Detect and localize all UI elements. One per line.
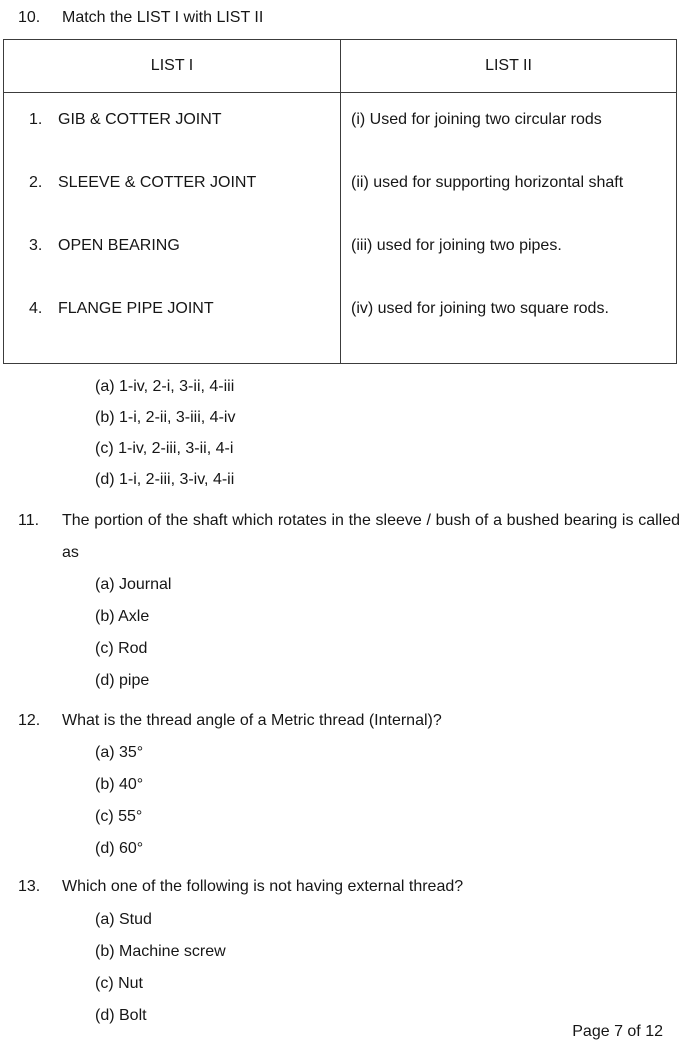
list1-item-3-number: 3. <box>29 237 43 254</box>
question-12-option-d: (d) 60° <box>95 840 144 857</box>
list1-item-2 <box>4 174 340 191</box>
match-table <box>3 39 677 364</box>
list2-item-i: (i) Used for joining two circular rods <box>351 111 602 128</box>
question-10-heading <box>0 8 700 28</box>
question-13-option-a: (a) Stud <box>95 911 152 928</box>
question-13-options <box>95 904 700 1032</box>
list1-item-2-label: SLEEVE & COTTER JOINT <box>58 174 257 191</box>
match-table-header-row <box>4 40 677 93</box>
question-10-text: Match the LIST I with LIST II <box>62 9 264 26</box>
question-11-number: 11. <box>18 512 40 529</box>
question-12-options <box>95 737 700 865</box>
list1-item-1-number: 1. <box>29 111 43 128</box>
question-13-option-b: (b) Machine screw <box>95 943 226 960</box>
list1-item-2-number: 2. <box>29 174 43 191</box>
question-11-heading <box>0 505 700 569</box>
question-11-option-c: (c) Rod <box>95 640 148 657</box>
question-13 <box>0 877 700 1032</box>
match-table-body-row <box>4 93 677 364</box>
question-11-option-d: (d) pipe <box>95 672 150 689</box>
question-11-options <box>95 569 700 697</box>
question-11 <box>0 505 700 697</box>
list1-item-1-label: GIB & COTTER JOINT <box>58 111 222 128</box>
match-table-list1-cell <box>4 93 341 364</box>
question-12-heading <box>0 711 700 731</box>
question-12-number: 12. <box>18 712 41 729</box>
list2-item-iv: (iv) used for joining two square rods. <box>351 300 609 317</box>
list1-item-4-number: 4. <box>29 300 43 317</box>
match-table-header-list2: LIST II <box>341 40 677 93</box>
list2-item-iii: (iii) used for joining two pipes. <box>351 237 562 254</box>
question-10-option-b: (b) 1-i, 2-ii, 3-iii, 4-iv <box>95 409 236 426</box>
list1-item-4-label: FLANGE PIPE JOINT <box>58 300 214 317</box>
page-footer: Page 7 of 12 <box>572 1023 663 1040</box>
question-12-option-c: (c) 55° <box>95 808 143 825</box>
list2-item-ii: (ii) used for supporting horizontal shaft <box>351 174 624 191</box>
question-10-number: 10. <box>18 9 41 26</box>
question-12-option-a: (a) 35° <box>95 744 144 761</box>
match-table-list2-cell <box>341 93 677 364</box>
question-10-option-d: (d) 1-i, 2-iii, 3-iv, 4-ii <box>95 471 235 488</box>
question-13-heading <box>0 877 700 897</box>
question-10-options <box>95 371 700 495</box>
list1-item-4 <box>4 300 340 317</box>
match-table-header-list1: LIST I <box>4 40 341 93</box>
question-13-text: Which one of the following is not having external thread? <box>62 878 464 895</box>
question-12-option-b: (b) 40° <box>95 776 144 793</box>
question-13-option-d: (d) Bolt <box>95 1007 147 1024</box>
list1-item-1 <box>4 111 340 128</box>
question-10-option-a: (a) 1-iv, 2-i, 3-ii, 4-iii <box>95 378 235 395</box>
question-11-option-b: (b) Axle <box>95 608 150 625</box>
question-11-option-a: (a) Journal <box>95 576 172 593</box>
list1-item-3-label: OPEN BEARING <box>58 237 180 254</box>
question-13-number: 13. <box>18 878 41 895</box>
question-12 <box>0 711 700 865</box>
question-11-text: The portion of the shaft which rotates in the sleeve / bush of a bushed bearing is called as <box>62 512 680 561</box>
question-10 <box>0 8 700 495</box>
question-13-option-c: (c) Nut <box>95 975 143 992</box>
question-10-option-c: (c) 1-iv, 2-iii, 3-ii, 4-i <box>95 440 234 457</box>
question-12-text: What is the thread angle of a Metric thread (Internal)? <box>62 712 442 729</box>
list1-item-3 <box>4 237 340 254</box>
